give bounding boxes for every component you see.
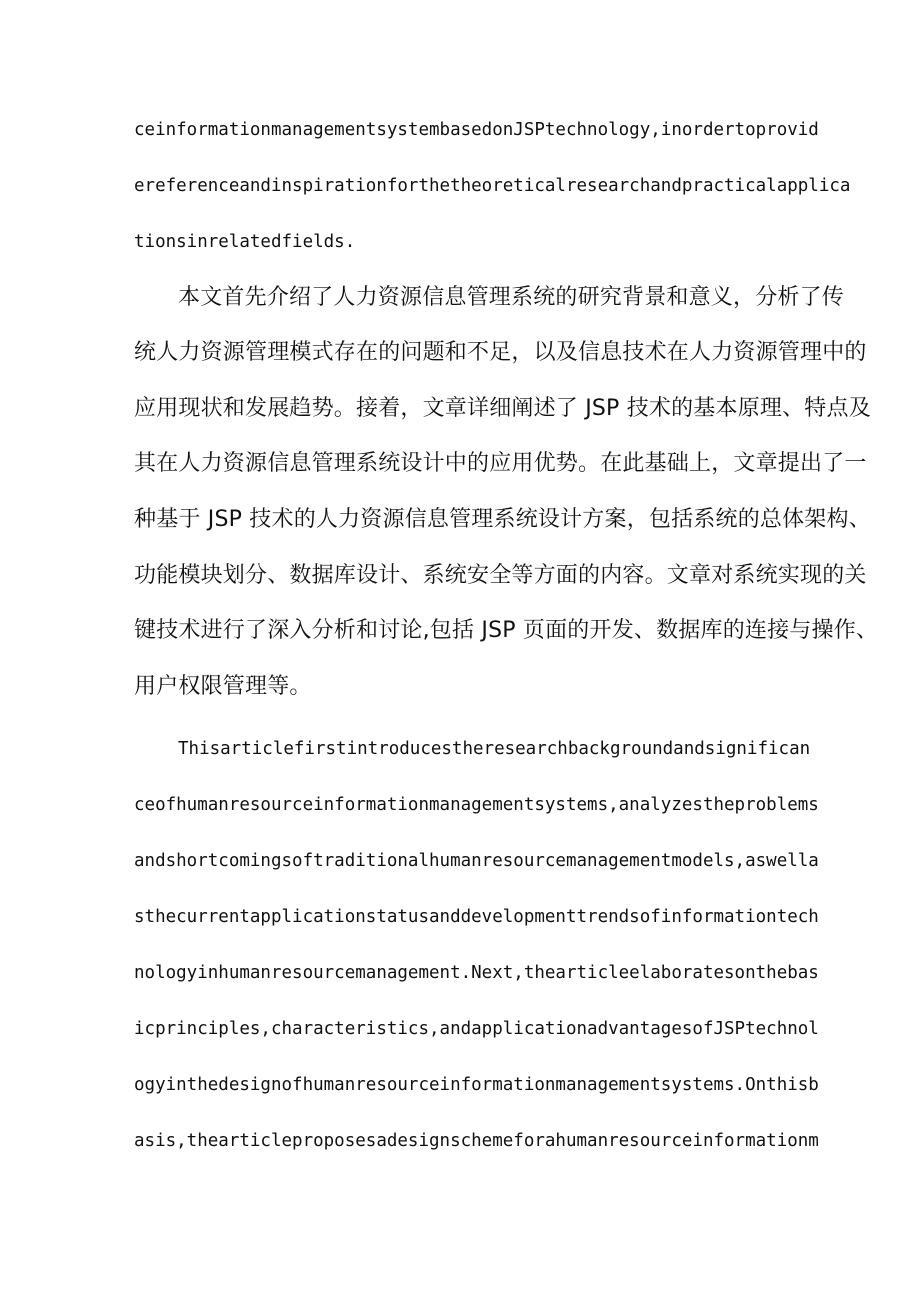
text-line: Thisarticlefirstintroducestheresearchbackgroundandsignifican [178, 739, 811, 759]
text-line: asis,thearticleproposesadesignschemeforahumanresourceinformationm [134, 1131, 819, 1151]
text-line: ogyinthedesignofhumanresourceinformationmanagementsystems.Onthisb [134, 1075, 819, 1095]
text-line: icprinciples,characteristics,andapplicationadvantagesofJSPtechnol [134, 1019, 819, 1039]
text-line: 功能模块划分、数据库设计、系统安全等方面的内容。文章对系统实现的关 [134, 563, 867, 588]
text-line: ceofhumanresourceinformationmanagementsystems,analyzestheproblems [134, 795, 819, 815]
text-line: ereferenceandinspirationforthetheoreticalresearchandpracticalapplica [134, 176, 851, 196]
text-line: andshortcomingsoftraditionalhumanresourcemanagementmodels,aswella [134, 851, 819, 871]
text-line: 应用现状和发展趋势。接着，文章详细阐述了 JSP 技术的基本原理、特点及 [134, 396, 871, 421]
text-line: 用户权限管理等。 [134, 674, 312, 699]
text-line: 种基于 JSP 技术的人力资源信息管理系统设计方案，包括系统的总体架构、 [134, 507, 871, 532]
text-line: nologyinhumanresourcemanagement.Next,thearticleelaboratesonthebas [134, 963, 819, 983]
text-line: 其在人力资源信息管理系统设计中的应用优势。在此基础上，文章提出了一 [134, 451, 867, 476]
text-line: 统人力资源管理模式存在的问题和不足，以及信息技术在人力资源管理中的 [134, 340, 867, 365]
text-line: 键技术进行了深入分析和讨论,包括 JSP 页面的开发、数据库的连接与操作、 [134, 618, 879, 643]
text-line: tionsinrelatedfields. [134, 232, 356, 252]
text-line: sthecurrentapplicationstatusanddevelopmenttrendsofinformationtech [134, 907, 819, 927]
text-line: ceinformationmanagementsystembasedonJSPtechnology,inordertoprovid [134, 120, 819, 140]
text-line: 本文首先介绍了人力资源信息管理系统的研究背景和意义，分析了传 [178, 285, 845, 310]
